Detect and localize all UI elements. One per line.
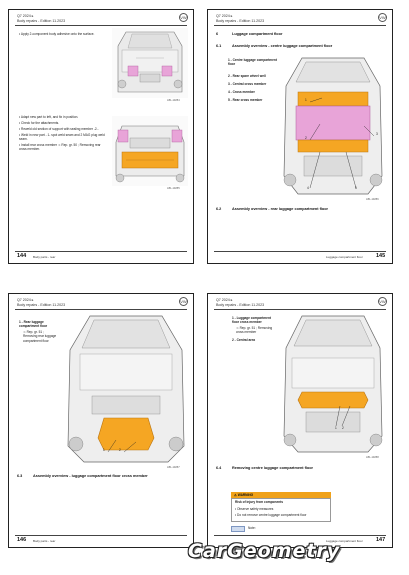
footer-rule	[214, 535, 386, 536]
warning-banner: ⚠ WARNING	[231, 492, 331, 498]
vw-logo-icon: VW	[180, 15, 187, 20]
page-number: 147	[376, 537, 386, 543]
subsection-title: Assembly overview - luggage compartment floor cross member	[33, 474, 148, 478]
page-header	[216, 298, 264, 307]
footer-label: Luggage compartment floor	[326, 255, 363, 259]
header-rule	[15, 25, 187, 26]
page-number: 144	[17, 253, 27, 259]
watermark-logo: CarGeometry	[188, 540, 341, 562]
bullet: • Check for the attachments.	[19, 121, 60, 125]
footer-label: Luggage compartment floor	[326, 539, 363, 543]
subsection-number: 6.3	[17, 474, 23, 478]
header-model: Q7 2024 ▸	[216, 14, 233, 18]
header-edition: Body repairs - Edition 11.2023	[216, 18, 265, 23]
cross-member-figure	[280, 314, 386, 454]
figure-id: A51-10254	[167, 99, 180, 102]
header-edition: Body repairs - Edition 11.2023	[17, 18, 66, 23]
manual-page-146	[8, 293, 194, 548]
bullet: • Install rear cross member ⇒ Rep. gr. 50 ; Removing rear cross member.	[19, 143, 101, 152]
figure-id: A51-10255	[167, 187, 180, 190]
subsection-title: Removing centre luggage compartment floor	[232, 466, 314, 470]
header-edition: Body repairs - Edition 11.2023	[17, 302, 66, 307]
vw-logo-icon: VW	[180, 299, 187, 304]
legend-item: 2 - Central area	[232, 338, 256, 342]
footer-label: Body parts - rear	[33, 255, 56, 259]
header-model: Q7 2024 ▸	[17, 14, 34, 18]
bullet: • Adapt new part to left, and fix in position.	[19, 115, 79, 119]
note-text: Note:	[248, 526, 256, 530]
footer-rule	[214, 251, 386, 252]
section-number: 6	[216, 32, 219, 36]
header-model: Q7 2024 ▸	[216, 298, 233, 302]
figure-id: A51-10256	[366, 198, 379, 201]
rear-cross-member-figure	[112, 116, 188, 186]
callout-3: 3	[376, 132, 378, 136]
bullet: • Reweld old section of support with sealing member -2-.	[19, 127, 99, 131]
legend-ref: ⇒ Rep. gr. 51 ; Removing rear luggage compartment floor	[23, 330, 57, 343]
legend-item: 1 - Centre luggage compartment floor	[228, 58, 277, 67]
section-title: Luggage compartment floor	[232, 32, 283, 36]
footer-label: Body parts - rear	[33, 539, 56, 543]
figure-id: A51-10258	[366, 456, 379, 459]
bullet: • Apply 2-component body adhesive onto the surface.	[19, 32, 95, 36]
manual-page-145	[207, 9, 393, 264]
subsection-number: 6.1	[216, 44, 222, 48]
legend-ref: ⇒ Rep. gr. 51 ; Removing cross member	[236, 326, 273, 335]
subsection-title: Assembly overview - centre luggage compartment floor	[232, 44, 333, 48]
note-box	[231, 526, 245, 532]
legend-item: 4 - Cross member	[228, 90, 255, 94]
callout-1: 1	[103, 448, 105, 452]
footer-rule	[15, 251, 187, 252]
header-rule	[15, 309, 187, 310]
callout-2: 2	[342, 426, 344, 430]
figure-id: A51-10257	[167, 466, 180, 469]
callout-2: 2	[119, 448, 121, 452]
page-number: 146	[17, 537, 27, 543]
footer-rule	[15, 535, 187, 536]
vw-logo-icon: VW	[379, 299, 386, 304]
header-edition: Body repairs - Edition 11.2023	[216, 302, 265, 307]
bullet: • Weld in new part - 1- spot weld seam and 2 MAG plug weld seam.	[19, 133, 105, 142]
subsection-number: 6.2	[216, 207, 222, 211]
subsection-title: Assembly overview - rear luggage compartment floor	[232, 207, 329, 211]
centre-floor-figure	[280, 56, 386, 196]
warning-body	[231, 498, 331, 522]
warning-line: Risk of injury from components	[235, 500, 283, 504]
header-rule	[214, 309, 386, 310]
callout-2: 2	[305, 136, 307, 140]
callout-1: 1	[305, 98, 307, 102]
manual-page-144	[8, 9, 194, 264]
callout-1: 1	[335, 426, 337, 430]
callout-5: 5	[355, 186, 357, 190]
subsection-number: 6.4	[216, 466, 222, 470]
legend-item: 1 - Rear luggage compartment floor	[19, 320, 48, 329]
header-rule	[214, 25, 386, 26]
legend-item: 5 - Rear cross member	[228, 98, 263, 102]
callout-4: 4	[307, 186, 309, 190]
warning-line: • Observe safety measures	[235, 507, 274, 511]
vw-logo-icon: VW	[379, 15, 386, 20]
page-header	[17, 298, 65, 307]
underbody-figure-1	[112, 28, 188, 98]
page-header	[216, 14, 264, 23]
rear-floor-figure	[64, 314, 188, 464]
page-header	[17, 14, 65, 23]
legend-item: 3 - Central cross member	[228, 82, 267, 86]
legend-item: 2 - Rear spare wheel well	[228, 74, 266, 78]
header-model: Q7 2024 ▸	[17, 298, 34, 302]
warning-line: • Do not remove centre luggage compartment floor	[235, 513, 307, 517]
manual-page-147	[207, 293, 393, 548]
legend-item: 1 - Luggage compartment floor cross member	[232, 316, 271, 325]
page-number: 145	[376, 253, 386, 259]
